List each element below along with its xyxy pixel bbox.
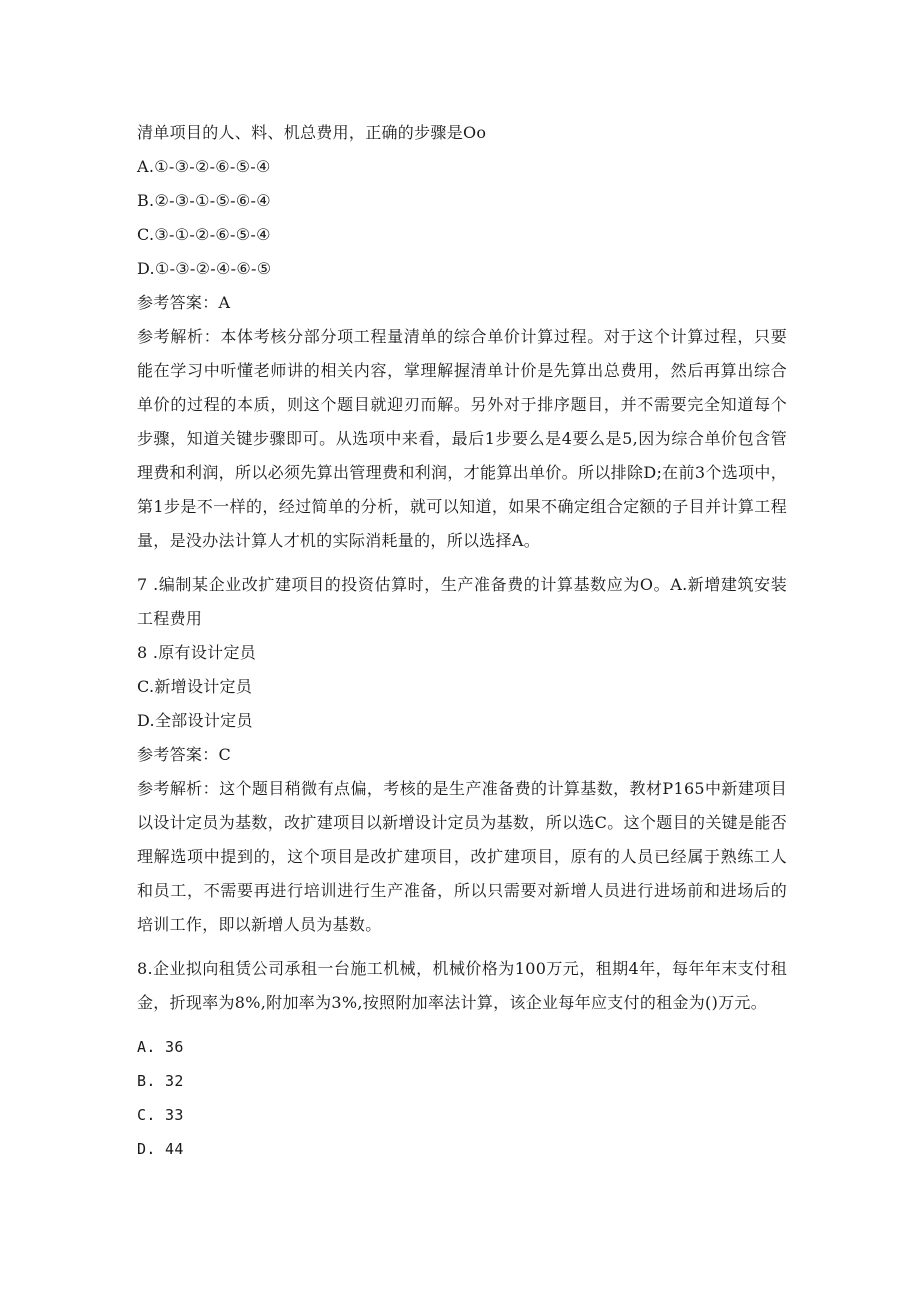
q6-analysis: 参考解析：本体考核分部分项工程量清单的综合单价计算过程。对于这个计算过程，只要能在学习中听懂老师讲的相关内容，掌理解握清单计价是先算出总费用，然后再算出综合单价的过程的本质，则这个题目就迎刃而解。另外对于排序题目，并不需要完全知道每个步骤，知道关键步骤即可。从选项中来看，最后1步要么是4要么是5,因为综合单价包含管理费和利润，所以必须先算出管理费和利润，才能算出单价。所以排除D;在前3个选项中，第1步是不一样的，经过简单的分析，就可以知道，如果不确定组合定额的子目并计算工程量，是没办法计算人才机的实际消耗量的，所以选择A。 (137, 327, 787, 550)
q8-option-c: C. 33 (137, 1106, 184, 1124)
q7-analysis: 参考解析：这个题目稍微有点偏，考核的是生产准备费的计算基数，教材P165中新建项目以设计定员为基数，改扩建项目以新增设计定员为基数，所以选C。这个题目的关键是能否理解选项中提到的，这个项目是改扩建项目，改扩建项目，原有的人员已经属于熟练工人和员工，不需要再进行培训进行生产准备，所以只需要对新增人员进行进场前和进场后的培训工作，即以新增人员为基数。 (137, 779, 787, 934)
q6-stem-tail: 清单项目的人、料、机总费用，正确的步骤是Oo (137, 123, 487, 142)
q7-answer: 参考答案：C (137, 745, 232, 764)
q7-option-b: 8 .原有设计定员 (137, 643, 257, 662)
q8-option-d: D. 44 (137, 1140, 184, 1158)
q6-option-b: B.②-③-①-⑤-⑥-④ (137, 191, 271, 210)
q7-option-d: D.全部设计定员 (137, 711, 253, 730)
q7-option-c: C.新增设计定员 (137, 677, 253, 696)
q8-stem: 8.企业拟向租赁公司承租一台施工机械，机械价格为100万元，租期4年，每年年末支付租金，折现率为8%,附加率为3%,按照附加率法计算，该企业每年应支付的租金为()万元。 (137, 959, 787, 1012)
q8-option-b: B. 32 (137, 1072, 184, 1090)
document-page (137, 116, 787, 1166)
q6-option-d: D.①-③-②-④-⑥-⑤ (137, 259, 272, 278)
q8-option-a: A. 36 (137, 1038, 184, 1056)
q6-option-a: A.①-③-②-⑥-⑤-④ (137, 157, 271, 176)
q7-stem: 7 .编制某企业改扩建项目的投资估算时，生产准备费的计算基数应为O。A.新增建筑安装工程费用 (137, 575, 787, 628)
q6-answer: 参考答案：A (137, 293, 231, 312)
q6-option-c: C.③-①-②-⑥-⑤-④ (137, 225, 271, 244)
